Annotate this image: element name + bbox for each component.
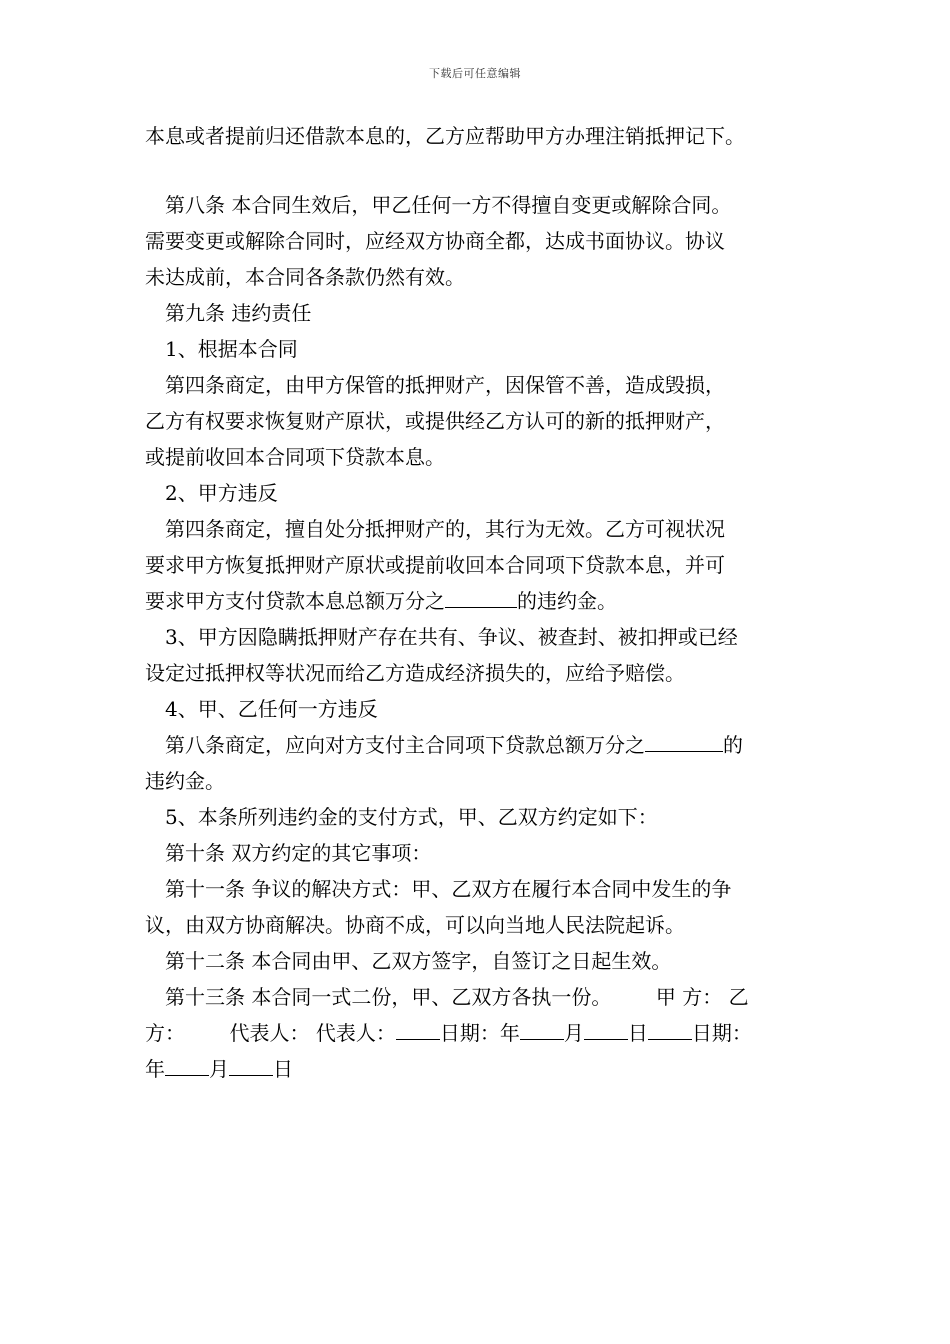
clause-1-line-1: 第四条商定，由甲方保管的抵押财产，因保管不善，造成毁损， xyxy=(165,373,725,397)
text-segment: 年 xyxy=(145,1057,165,1081)
fill-in-blank[interactable] xyxy=(165,1055,209,1076)
article-13-line-1: 第十三条 本合同一式二份，甲、乙双方各执一份。 甲 方： 乙 xyxy=(165,985,749,1009)
text-segment: 月 xyxy=(209,1057,229,1081)
page-header: 下载后可任意编辑 xyxy=(429,67,521,80)
paragraph-gap xyxy=(145,154,810,187)
article-11-line-2: 议，由双方协商解决。协商不成，可以向当地人民法院起诉。 xyxy=(145,913,685,937)
clause-4-line-2: 违约金。 xyxy=(145,769,225,793)
clause-5-line: 5、本条所列违约金的支付方式，甲、乙双方约定如下： xyxy=(165,805,658,829)
text-segment: 日期：年 xyxy=(439,1021,520,1045)
article-8-line-2: 需要变更或解除合同时，应经双方协商全都，达成书面协议。协议 xyxy=(145,229,725,253)
text-segment: 月 xyxy=(563,1021,584,1045)
clause-2-line-3 xyxy=(145,583,810,619)
text-segment: 日 xyxy=(627,1021,648,1045)
document-body xyxy=(145,118,810,1087)
clause-4-heading: 4、甲、乙任何一方违反 xyxy=(165,697,378,721)
clause-2-heading: 2、甲方违反 xyxy=(165,481,278,505)
article-11-line-1: 第十一条 争议的解决方式：甲、乙双方在履行本合同中发生的争 xyxy=(165,877,732,901)
fill-in-blank[interactable] xyxy=(229,1055,273,1076)
article-12-line: 第十二条 本合同由甲、乙双方签字，自签订之日起生效。 xyxy=(165,949,672,973)
article-9-heading: 第九条 违约责任 xyxy=(165,301,312,325)
clause-2-line-2: 要求甲方恢复抵押财产原状或提前收回本合同项下贷款本息，并可 xyxy=(145,553,725,577)
clause-3-line-1: 3、甲方因隐瞒抵押财产存在共有、争议、被查封、被扣押或已经 xyxy=(165,625,738,649)
fill-in-blank[interactable] xyxy=(645,731,723,752)
clause-4-line-1 xyxy=(145,727,810,763)
signature-line-2 xyxy=(145,1051,810,1087)
clause-3-line-2: 设定过抵押权等状况而给乙方造成经济损失的，应给予赔偿。 xyxy=(145,661,685,685)
text-segment: 方： 代表人： 代表人： xyxy=(145,1021,396,1045)
text-segment: 日期： xyxy=(691,1021,752,1045)
text-segment: 的违约金。 xyxy=(517,589,617,613)
text-segment: 的 xyxy=(723,733,743,757)
fill-in-blank[interactable] xyxy=(445,587,517,608)
fill-in-blank[interactable] xyxy=(520,1019,564,1040)
fill-in-blank[interactable] xyxy=(648,1019,692,1040)
text-segment: 第八条商定，应向对方支付主合同项下贷款总额万分之 xyxy=(165,733,645,757)
text-segment: 日 xyxy=(273,1057,293,1081)
clause-1-line-3: 或提前收回本合同项下贷款本息。 xyxy=(145,445,445,469)
article-8-line-1: 第八条 本合同生效后，甲乙任何一方不得擅自变更或解除合同。 xyxy=(165,193,732,217)
article-10-heading: 第十条 双方约定的其它事项： xyxy=(165,841,432,865)
fill-in-blank[interactable] xyxy=(396,1019,440,1040)
article-8-line-3: 未达成前，本合同各条款仍然有效。 xyxy=(145,265,465,289)
fill-in-blank[interactable] xyxy=(584,1019,628,1040)
clause-1-line-2: 乙方有权要求恢复财产原状，或提供经乙方认可的新的抵押财产， xyxy=(145,409,725,433)
signature-line-1 xyxy=(145,1015,810,1051)
clause-2-line-1: 第四条商定，擅自处分抵押财产的，其行为无效。乙方可视状况 xyxy=(165,517,725,541)
paragraph-line: 本息或者提前归还借款本息的，乙方应帮助甲方办理注销抵押记下。 xyxy=(145,124,745,148)
text-segment: 要求甲方支付贷款本息总额万分之 xyxy=(145,589,445,613)
clause-1-heading: 1、根据本合同 xyxy=(165,337,298,361)
